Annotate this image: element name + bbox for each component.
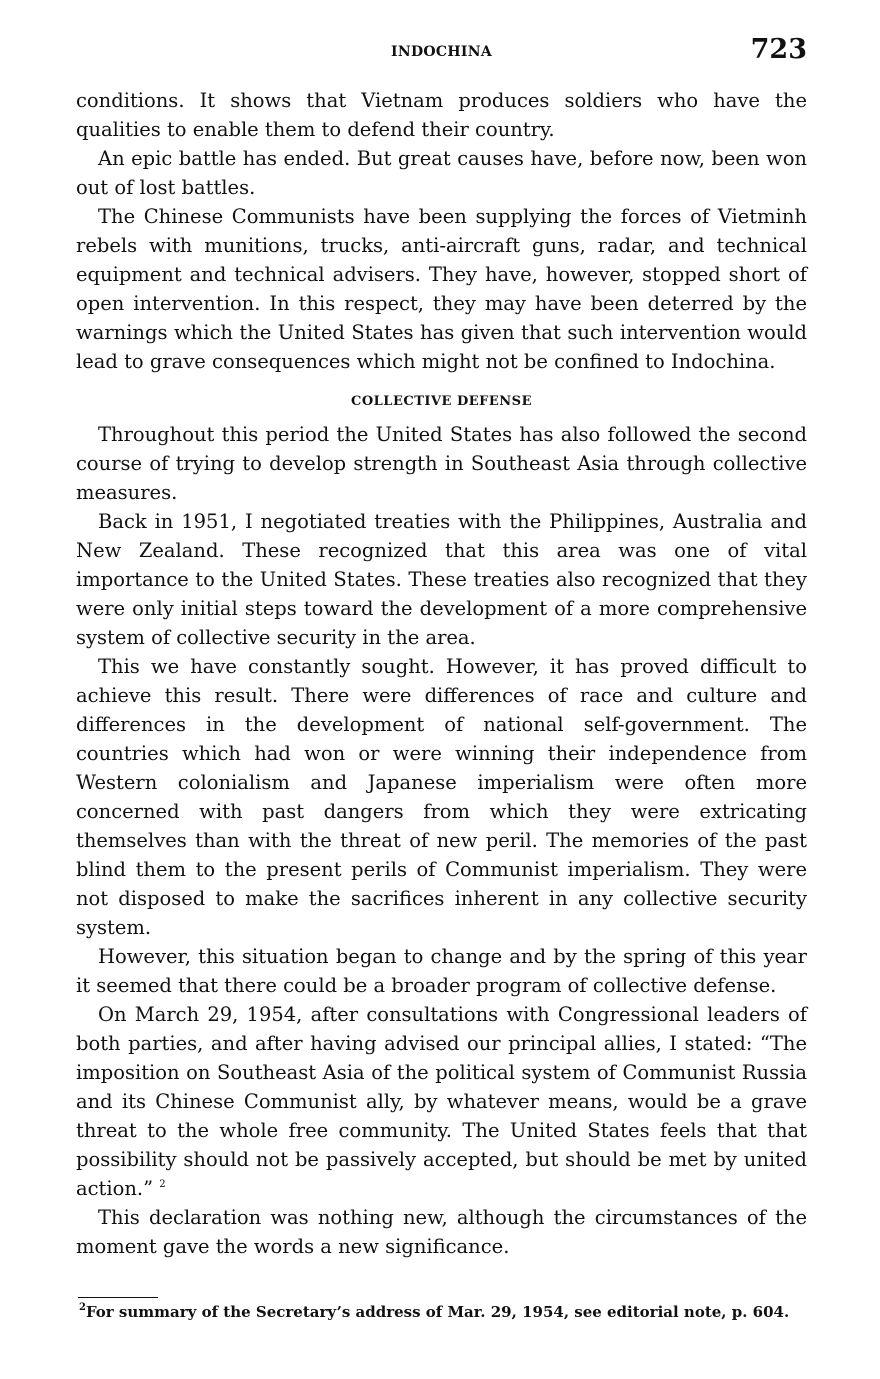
paragraph: An epic battle has ended. But great causes have, before now, been won out of lost battles. xyxy=(76,147,807,199)
paragraph: Throughout this period the United States has also followed the second course of trying to develop strength in Southeast Asia through collective measures. xyxy=(76,423,807,504)
paragraph: This declaration was nothing new, although the circumstances of the moment gave the words a new significance. xyxy=(76,1206,807,1258)
footnote-divider xyxy=(78,1297,158,1298)
paragraph: However, this situation began to change and by the spring of this year it seemed that there could be a broader program of collective defense. xyxy=(76,945,807,997)
paragraph: This we have constantly sought. However, it has proved difficult to achieve this result. There were differences of race and culture and differences in the development of national self-government. The countries which had won or were winning their independence from Western colonialism and Japanese imperialism were often more concerned with past dangers from which they were extricating themselves than with the threat of new peril. The memories of the past blind them to the present perils of Communist imperialism. They were not disposed to make the sacrifices inherent in any collective security system. xyxy=(76,655,807,939)
body-text xyxy=(76,86,807,1261)
paragraph-text: On March 29, 1954, after consultations with Congressional leaders of both parties, and after having advised our principal allies, I stated: “The imposition on Southeast Asia of the political system of Communist Russia and its Chinese Communist ally, by whatever means, would be a grave threat to the whole free community. The United States feels that that possibility should not be passively accepted, but should be met by united action.” xyxy=(76,1003,807,1200)
paragraph-continued: conditions. It shows that Vietnam produces soldiers who have the qualities to enable them to defend their country. xyxy=(76,89,807,141)
running-head xyxy=(76,34,807,68)
page-number: 723 xyxy=(750,34,807,65)
paragraph-with-note xyxy=(76,1000,807,1203)
footnote-marker: 2 xyxy=(79,1302,86,1313)
running-title: INDOCHINA xyxy=(391,44,492,60)
footnote-reference: 2 xyxy=(159,1178,166,1190)
footnote xyxy=(76,1302,807,1322)
footnote-text: For summary of the Secretary’s address of Mar. 29, 1954, see editorial note, p. 604. xyxy=(85,1303,790,1321)
paragraph: Back in 1951, I negotiated treaties with the Philippines, Australia and New Zealand. These recognized that this area was one of vital importance to the United States. These treaties also recognized that they were only initial steps toward the development of a more comprehensive system of collective security in the area. xyxy=(76,510,807,649)
section-heading: COLLECTIVE DEFENSE xyxy=(351,394,532,409)
footnote-text-block xyxy=(76,1302,807,1322)
paragraph: The Chinese Communists have been supplying the forces of Vietminh rebels with munitions, trucks, anti-aircraft guns, radar, and technical equipment and technical advisers. They have, however, stopped short of open intervention. In this respect, they may have been deterred by the warnings which the United States has given that such intervention would lead to grave consequences which might not be confined to Indochina. xyxy=(76,205,807,373)
